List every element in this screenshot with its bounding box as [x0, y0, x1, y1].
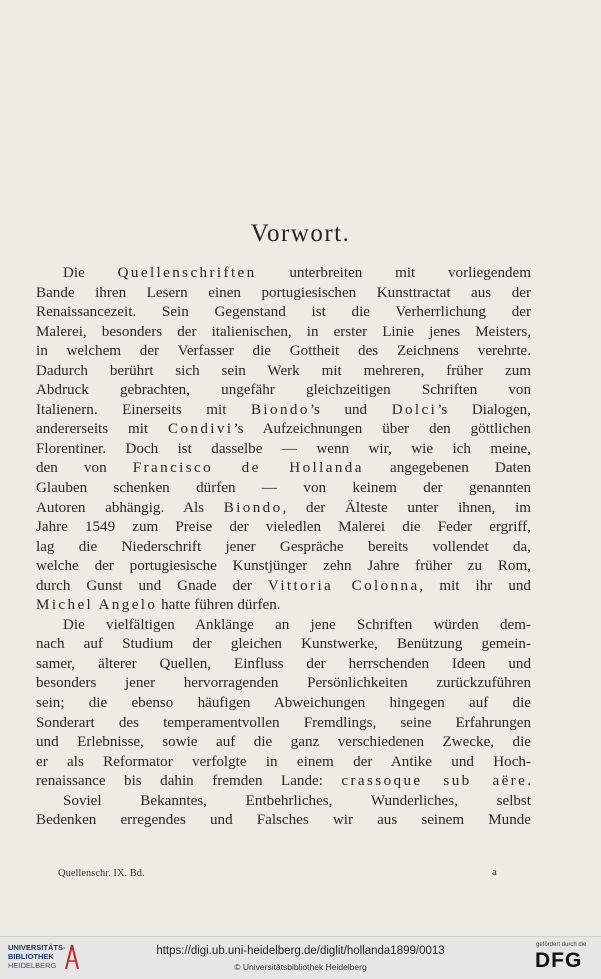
library-name-line-3: HEIDELBERG — [8, 961, 57, 970]
text-run: und Erlebnisse, sowie auf die ganz verschiedenen Zwecke, die — [36, 734, 531, 751]
text-line — [36, 381, 531, 401]
text-run: sein; die ebenso häufigen Abweichungen hingegen auf die — [36, 695, 531, 712]
text-run: Bande ihren Lesern einen portugiesischen Kunsttractat aus der — [36, 284, 531, 301]
text-line — [36, 674, 531, 694]
spaced-name: Biondo — [250, 401, 310, 418]
text-line — [36, 518, 531, 538]
text-run: Die vielfältigen Anklänge an jene Schriften würden dem- — [63, 616, 531, 633]
permalink-url[interactable]: https://digi.ub.uni-heidelberg.de/diglit/hollanda1899/0013 — [156, 945, 445, 957]
text-line — [36, 616, 531, 636]
text-run: den von — [36, 460, 133, 477]
text-run: durch Gunst und Gnade der — [36, 577, 268, 594]
text-run: Soviel Bekanntes, Entbehrliches, Wunderliches, selbst — [63, 792, 531, 809]
text-line — [36, 440, 531, 460]
text-line — [36, 811, 531, 831]
text-run: ’s Dialogen, — [437, 401, 531, 418]
text-run: ’s und — [309, 401, 392, 418]
text-run: Autoren abhängig. Als — [36, 499, 224, 516]
text-line — [36, 577, 531, 597]
text-run: Die — [63, 265, 118, 281]
text-run: Glauben schenken dürfen — von keinem der genannten — [36, 480, 531, 497]
spaced-name: Francisco de Hollanda — [132, 460, 364, 477]
text-run: Renaissancezeit. Sein Gegenstand ist die Verherrlichung der — [36, 304, 531, 321]
spaced-name: Biondo — [223, 499, 283, 516]
text-line — [36, 655, 531, 675]
text-run: Sonderart des temperamentvollen Fremdlings, seine Erfahrungen — [36, 714, 531, 731]
text-run: ’s Aufzeichnungen über den göttlichen — [233, 421, 531, 438]
spaced-name: Vittoria Colonna — [267, 577, 420, 594]
text-line — [36, 596, 531, 616]
sheet-letter: a — [492, 866, 497, 878]
text-run: Dadurch berührt sich sein Werk mit mehreren, früher zum — [36, 362, 531, 379]
text-line — [36, 303, 531, 323]
text-line — [36, 557, 531, 577]
text-line — [36, 401, 531, 421]
spaced-name: crassoque sub aëre — [341, 773, 528, 790]
text-run: besonders jener hervorragenden Persönlichkeiten zurückzuführen — [36, 675, 531, 692]
text-run: hatte führen dürfen. — [157, 597, 281, 614]
library-name-line-2: BIBLIOTHEK — [8, 952, 54, 961]
spaced-name: Dolci — [391, 401, 438, 418]
library-name-line-1: UNIVERSITÄTS- — [8, 943, 66, 952]
text-run: Florentiner. Doch ist dasselbe — wenn wir, wie ich meine, — [36, 440, 531, 457]
body-text — [36, 264, 531, 831]
text-run: Abdruck gebrachten, ungefähr gleichzeitigen Schriften von — [36, 382, 531, 399]
text-line — [36, 479, 531, 499]
text-line — [36, 264, 531, 284]
text-line — [36, 284, 531, 304]
page-title: Vorwort. — [250, 220, 351, 247]
text-run: unterbreiten mit vorliegendem — [256, 265, 531, 281]
text-line — [36, 733, 531, 753]
text-line — [36, 323, 531, 343]
text-line — [36, 538, 531, 558]
text-line — [36, 420, 531, 440]
text-run: samer, älterer Quellen, Einfluss der herrschenden Ideen und — [36, 655, 531, 672]
text-line — [36, 362, 531, 382]
signature-mark: Quellenschr. IX. Bd. — [58, 868, 145, 879]
spaced-name: Quellenschriften — [117, 265, 257, 281]
text-run: lag die Niederschrift jener Gespräche bereits vollendet da, — [36, 538, 531, 555]
text-run: andererseits mit — [36, 421, 168, 438]
text-line — [36, 342, 531, 362]
dfg-logo[interactable]: DFG — [535, 949, 583, 972]
text-run: , mit ihr und — [419, 577, 531, 594]
text-run: er als Reformator verfolgte in einem der Antike und Hoch- — [36, 753, 531, 770]
text-run: in welchem der Verfasser die Gottheit des Zeichnens verehrte. — [36, 343, 531, 360]
funder-note: gefördert durch die — [536, 942, 587, 948]
text-run: , der Älteste unter ihnen, im — [282, 499, 531, 516]
text-line — [36, 694, 531, 714]
spaced-name: Michel Angelo — [36, 597, 158, 614]
text-line — [36, 792, 531, 812]
text-line — [36, 499, 531, 519]
text-run: welche der portugiesische Kunstjünger zehn Jahre früher zu Rom, — [36, 558, 531, 575]
copyright-text: © Universitätsbibliothek Heidelberg — [234, 962, 367, 972]
text-line — [36, 772, 531, 792]
spaced-name: Condivi — [168, 421, 234, 438]
text-line — [36, 635, 531, 655]
text-run: Jahre 1549 zum Preise der vieledlen Malerei die Feder ergriff, — [36, 519, 531, 536]
text-run: Malerei, besonders der italienischen, in erster Linie jenes Meisters, — [36, 323, 531, 340]
text-run: . — [527, 773, 531, 790]
text-run: angegebenen Daten — [363, 460, 531, 477]
viewer-footer-bar — [0, 936, 601, 979]
text-run: nach auf Studium der gleichen Kunstwerke, Benützung gemein- — [36, 636, 531, 653]
text-line — [36, 459, 531, 479]
text-line — [36, 753, 531, 773]
text-run: renaissance bis dahin fremden Lande: — [36, 773, 342, 790]
text-run: Italienern. Einerseits mit — [36, 401, 251, 418]
text-run: Bedenken erregendes und Falsches wir aus seinem Munde — [36, 812, 531, 829]
text-line — [36, 714, 531, 734]
